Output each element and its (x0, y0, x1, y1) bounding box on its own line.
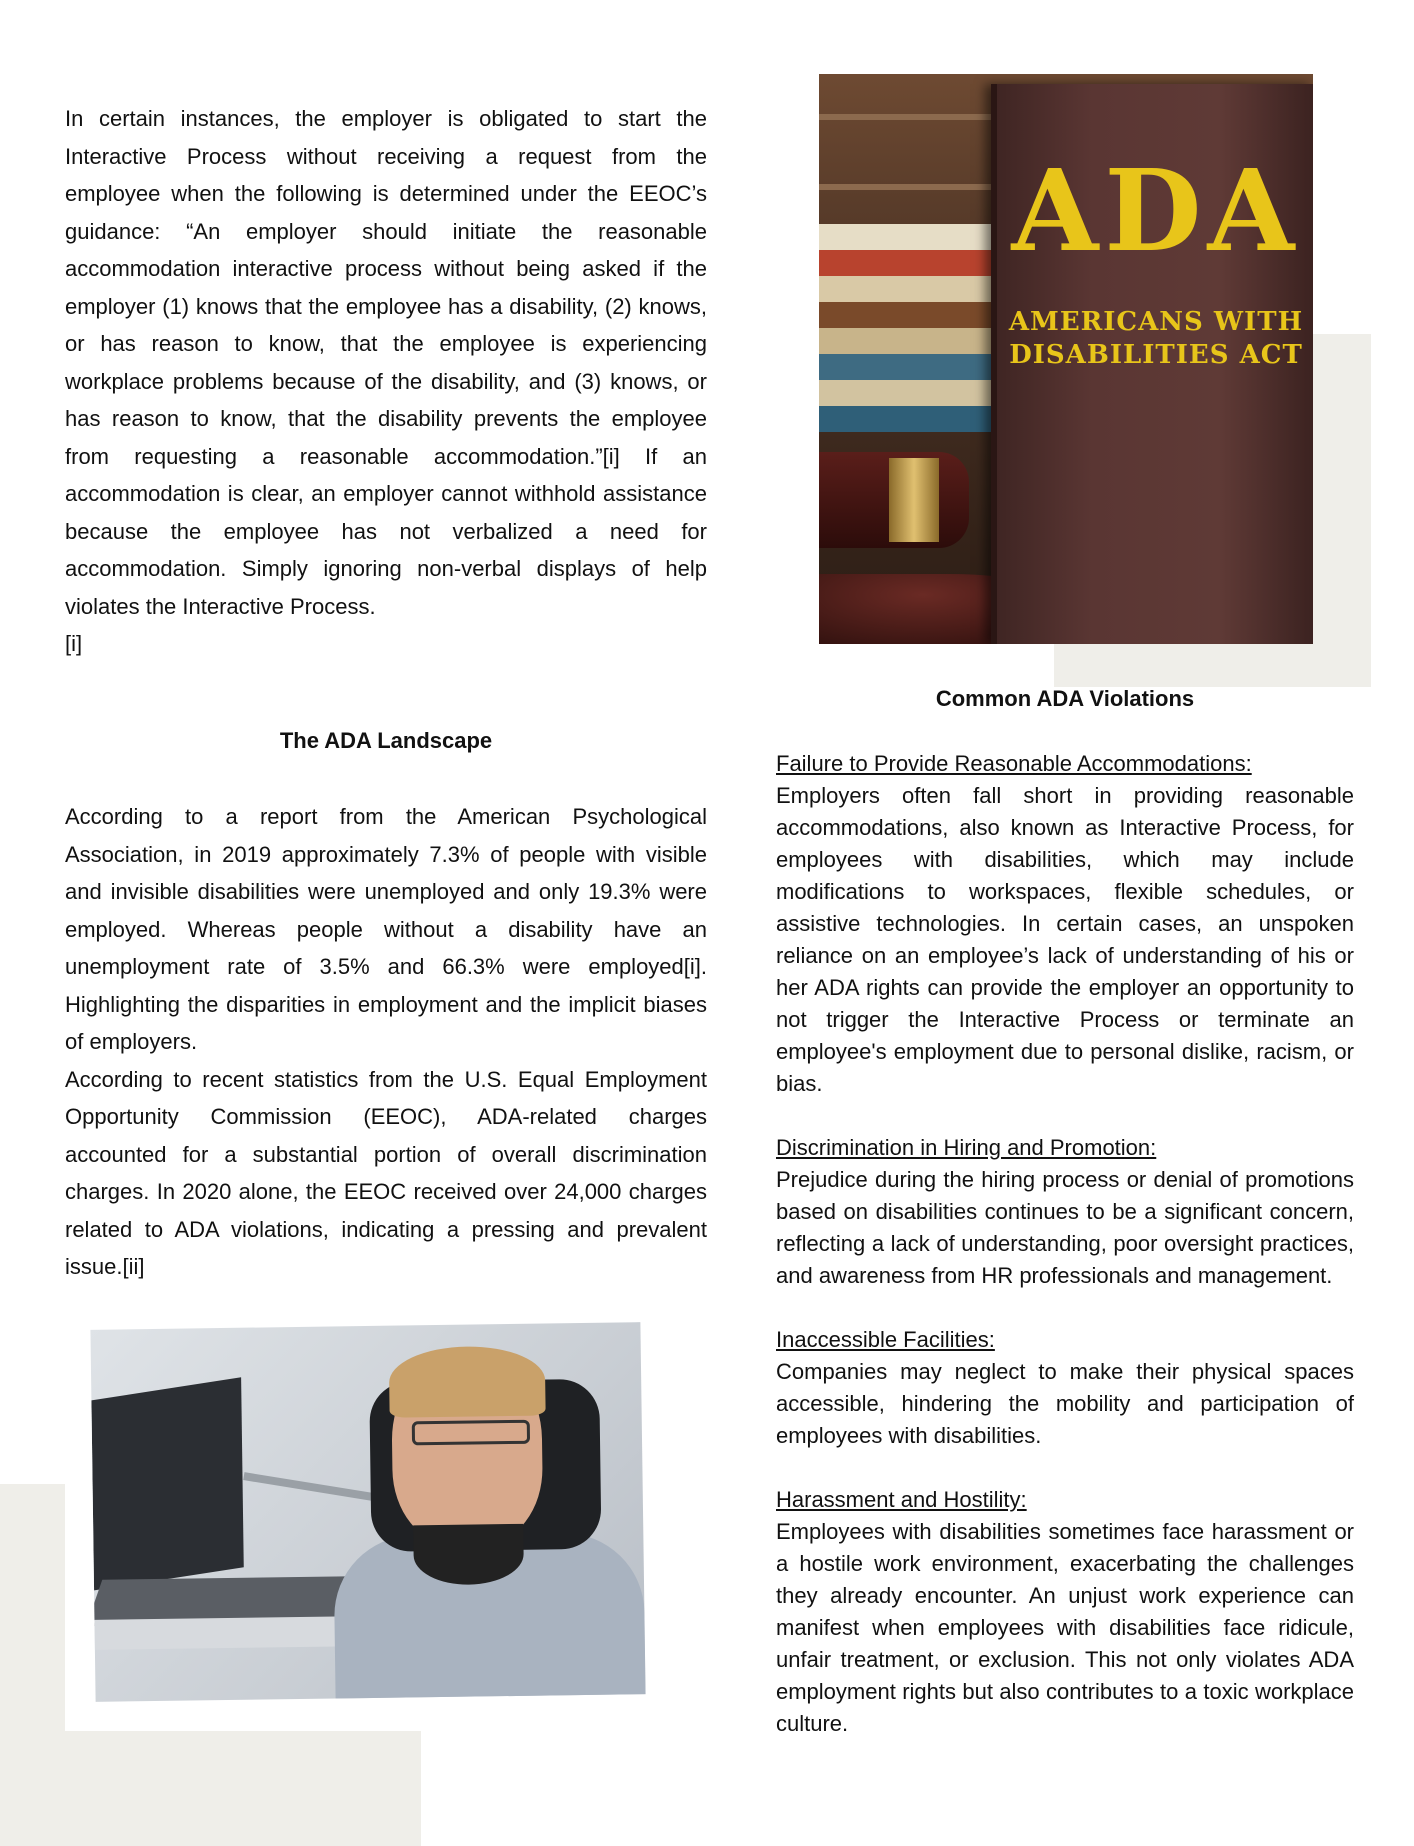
violation-body: Employers often fall short in providing reasonable accommodations, also known as Interactive Process, for employees with disabilities, which may include modifications to workspaces, flexible schedules, or assistive technologies. In certain cases, an unspoken reliance on an employee’s lack of understanding of his or her ADA rights can provide the employer an opportunity to not trigger the Interactive Process or terminate an employee's employment due to personal dislike, racism, or bias. (776, 783, 1354, 1096)
violation-title: Discrimination in Hiring and Promotion: (776, 1135, 1157, 1160)
violation-title: Inaccessible Facilities: (776, 1327, 995, 1352)
landscape-paragraph-1: According to a report from the American Psychological Association, in 2019 approximately 7.3% of people with visible and invisible disabilities were unemployed and only 19.3% were employed. Whereas people without a disability have an unemployment rate of 3.5% and 66.3% were employed[i]. Highlighting the disparities in employment and the implicit biases of employers. (65, 804, 707, 1054)
laptop-icon (91, 1377, 243, 1590)
violation-item (776, 748, 1354, 1100)
book-stack-item (819, 354, 997, 380)
book-stack-item (819, 406, 995, 432)
intro-section (65, 100, 707, 663)
violation-body: Employees with disabilities sometimes face harassment or a hostile work environment, exacerbating the challenges they already encounter. An unjust work experience can manifest when employees with disabilities face ridicule, unfair treatment, or exclusion. This not only violates ADA employment rights but also contributes to a toxic workplace culture. (776, 1519, 1354, 1736)
book-subtitle (997, 306, 1313, 372)
intro-paragraph: In certain instances, the employer is obligated to start the Interactive Process without receiving a request from the employee when the following is determined under the EEOC’s guidance: “An employer should initiate the reasonable accommodation interactive process without being asked if the employer (1) knows that the employee has a disability, (2) knows, or has reason to know, that the employee is experiencing workplace problems because of the disability, and (3) knows, or has reason to know, that the disability prevents the employee from requesting a reasonable accommodation.”[i] If an accommodation is clear, an employer cannot withhold assistance because the employee has not verbalized a need for accommodation. Simply ignoring non-verbal displays of help violates the Interactive Process. (65, 106, 707, 619)
violation-item (776, 1132, 1354, 1292)
violation-title: Harassment and Hostility: (776, 1487, 1027, 1512)
violation-body: Prejudice during the hiring process or denial of promotions based on disabilities continues to be a significant concern, reflecting a lack of understanding, poor oversight practices, and awareness from HR professionals and management. (776, 1167, 1354, 1288)
violation-body: Companies may neglect to make their physical spaces accessible, hindering the mobility and participation of employees with disabilities. (776, 1359, 1354, 1448)
book-stack-item (819, 224, 1009, 250)
book-stack-item (819, 302, 995, 328)
ada-book-cover (991, 84, 1313, 644)
book-stack-item (819, 328, 1003, 354)
ada-landscape-heading: The ADA Landscape (279, 728, 493, 753)
common-violations-heading: Common ADA Violations (935, 686, 1195, 711)
book-stack-item (819, 380, 1001, 406)
landscape-paragraph-2: According to recent statistics from the U.S. Equal Employment Opportunity Commission (EEOC), ADA-related charges accounted for a substantial portion of overall discrimination charges. In 2020 alone, the EEOC received over 24,000 charges related to ADA violations, indicating a pressing and prevalent issue.[ii] (65, 1066, 707, 1279)
violation-item (776, 1324, 1354, 1452)
shelf-line (819, 114, 1019, 120)
shelf-line (819, 184, 1019, 190)
wheelchair-user-photo (90, 1322, 645, 1702)
book-stack-item (819, 250, 999, 276)
violation-title: Failure to Provide Reasonable Accommodations: (776, 751, 1252, 776)
violation-item (776, 1484, 1354, 1740)
book-subtitle-line-2: DISABILITIES ACT (1009, 340, 1303, 370)
violations-list (776, 748, 1354, 1772)
book-title: ADA (1011, 146, 1301, 277)
gavel-band (889, 458, 939, 542)
ada-landscape-section (65, 798, 707, 1286)
book-subtitle-line-1: AMERICANS WITH (1008, 307, 1304, 337)
ada-book-photo (819, 74, 1313, 644)
footnote-marker: [i] (65, 631, 83, 656)
glasses-icon (412, 1420, 530, 1446)
person-hair (389, 1346, 546, 1418)
book-stack-item (819, 276, 1005, 302)
